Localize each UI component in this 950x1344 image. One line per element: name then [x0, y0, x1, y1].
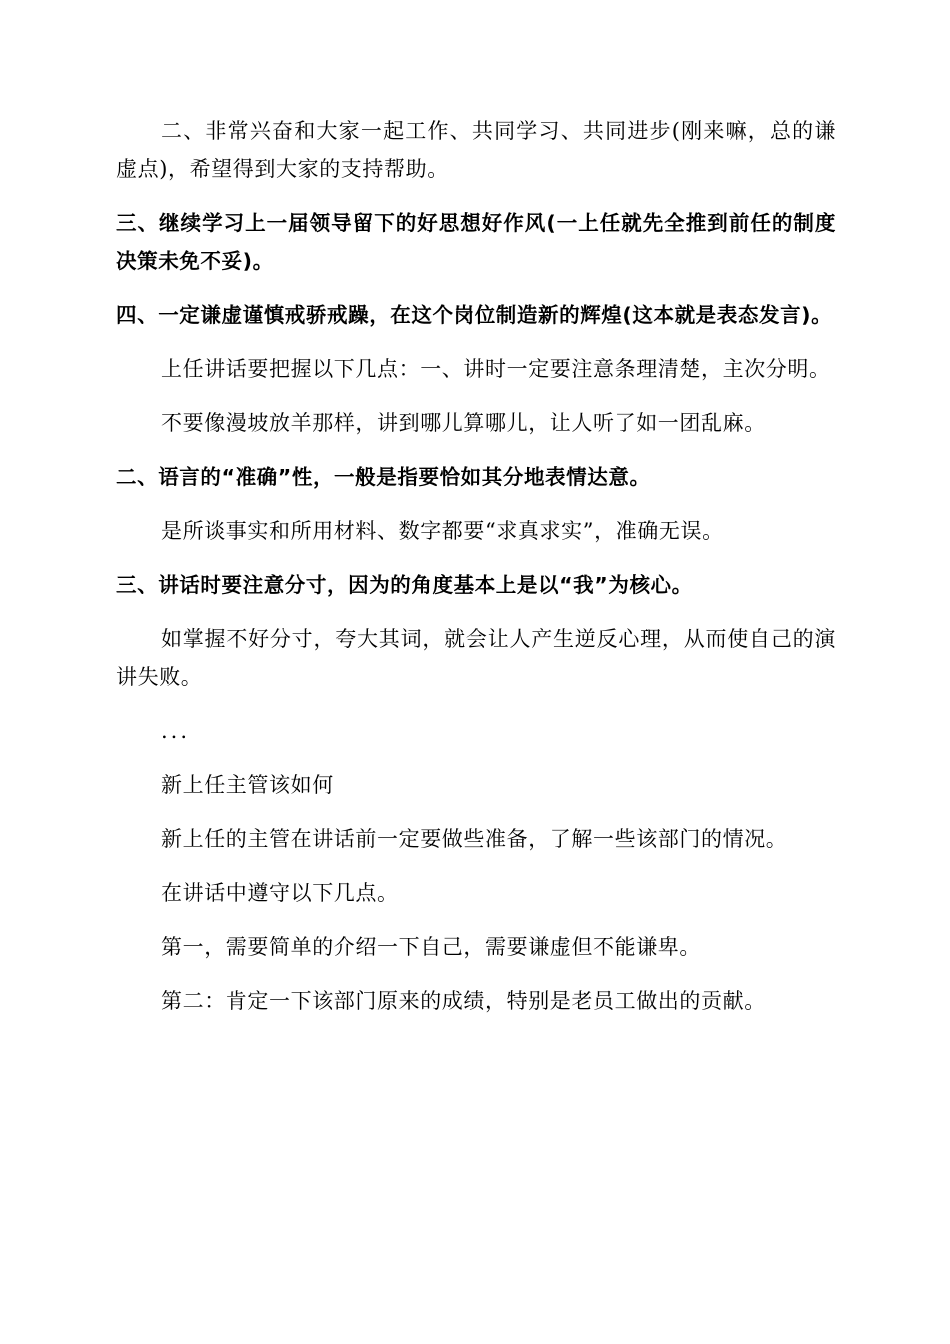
paragraph-follow-points: 在讲话中遵守以下几点。 [161, 881, 399, 905]
section-heading-new-supervisor: 新上任主管该如何 [161, 773, 334, 797]
paragraph-3-learn-predecessor: 三、继续学习上一届领导留下的好思想好作风(一上任就先全推到前任的制度决策未免不妥)。 [116, 211, 836, 273]
paragraph-speech-points: 上任讲话要把握以下几点：一、讲时一定要注意条理清楚，主次分明。 [161, 357, 831, 381]
paragraph-exaggeration: 如掌握不好分寸，夸大其词，就会让人产生逆反心理，从而使自己的演讲失败。 [116, 627, 836, 689]
paragraph-2-support: 二、非常兴奋和大家一起工作、共同学习、共同进步(刚来嘛，总的谦虚点)，希望得到大家的支持帮助。 [116, 119, 836, 181]
ellipsis: ... [161, 719, 191, 743]
paragraph-no-rambling: 不要像漫坡放羊那样，讲到哪儿算哪儿，让人听了如一团乱麻。 [161, 411, 766, 435]
paragraph-facts-accurate: 是所谈事实和所用材料、数字都要“求真求实”，准确无误。 [161, 519, 724, 543]
paragraph-measure: 三、讲话时要注意分寸，因为的角度基本上是以“我”为核心。 [116, 573, 693, 597]
paragraph-language-accuracy: 二、语言的“准确”性，一般是指要恰如其分地表情达意。 [116, 465, 651, 489]
paragraph-first-introduce: 第一，需要简单的介绍一下自己，需要谦虚但不能谦卑。 [161, 935, 701, 959]
document-body [116, 112, 836, 1020]
paragraph-second-affirm: 第二：肯定一下该部门原来的成绩，特别是老员工做出的贡献。 [161, 989, 766, 1013]
paragraph-prepare: 新上任的主管在讲话前一定要做些准备，了解一些该部门的情况。 [161, 827, 788, 851]
paragraph-4-humble: 四、一定谦虚谨慎戒骄戒躁，在这个岗位制造新的辉煌(这本就是表态发言)。 [116, 303, 833, 327]
